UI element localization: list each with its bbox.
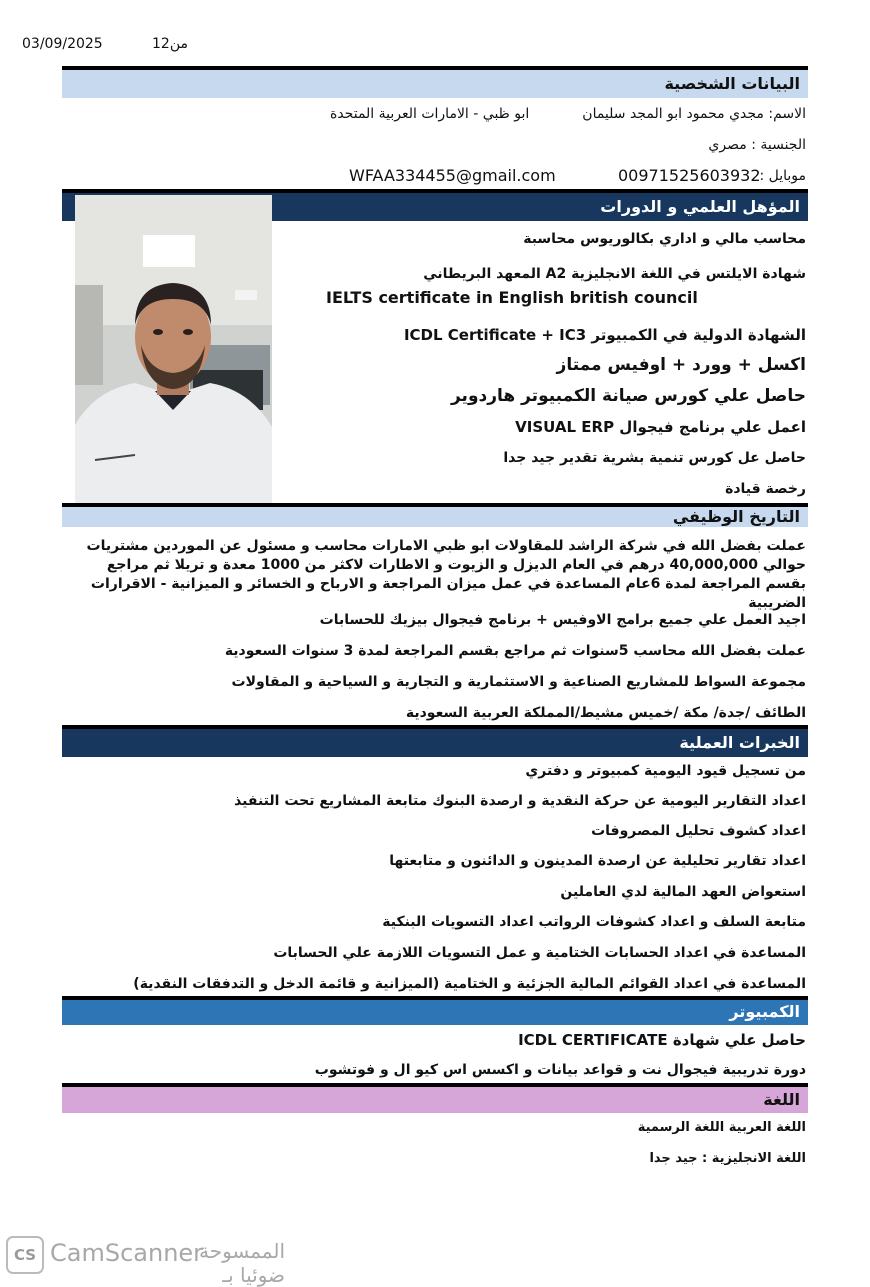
education-office: اكسل + وورد + اوفيس ممتاز [556,355,806,375]
section-experience-header [62,729,808,757]
computer-certificate: حاصل علي شهادة ICDL CERTIFICATE [518,1031,806,1049]
name-field: الاسم: مجدي محمود ابو المجد سليمان [582,106,806,122]
email-address: WFAA334455@gmail.com [349,166,556,185]
section-title: الخبرات العملية [679,733,800,752]
history-locations: الطائف /جدة/ مكة /خميس مشيط/المملكة العربية السعودية [405,705,806,721]
experience-item: اعداد تقارير تحليلية عن ارصدة المدينون و الدائنون و متابعتها [389,853,806,869]
education-license: رخصة قيادة [725,481,806,497]
mobile-number: 00971525603932 [618,166,761,185]
profile-photo [75,195,272,508]
section-title: المؤهل العلمي و الدورات [600,197,800,216]
education-visual-erp: اعمل علي برنامج فيجوال VISUAL ERP [515,418,806,436]
location-field: ابو ظبي - الامارات العربية المتحدة [330,106,530,122]
experience-item: من تسجيل قيود اليومية كمبيوتر و دفتري [525,763,806,779]
section-title: الكمبيوتر [729,1002,800,1021]
nationality-field: الجنسية : مصري [708,137,806,153]
education-hardware-course: حاصل علي كورس صيانة الكمبيوتر هاردوير [450,386,806,406]
education-ielts-en: IELTS certificate in English british council [326,288,698,307]
experience-item: المساعدة في اعداد القوائم المالية الجزئية و الختامية (الميزانية و قائمة الدخل و التدفقات النقدية) [133,976,806,992]
history-office-skills: اجيد العمل علي جميع برامج الاوفيس + برنامج فيجوال بيزيك للحسابات [319,612,806,628]
document-date: 03/09/2025 [22,36,103,52]
history-saudi-work: عملت بفضل الله محاسب 5سنوات ثم مراجع بقسم المراجعة لمدة 3 سنوات السعودية [224,643,806,659]
camscanner-logo: CS [6,1236,44,1274]
computer-course: دورة تدريبية فيجوال نت و قواعد بيانات و اكسس اس كيو ال و فوتشوب [314,1062,806,1078]
experience-item: اعداد التقارير اليومية عن حركة النقدية و ارصدة البنوك متابعة المشاريع تحت التنفيذ [234,793,806,809]
experience-item: متابعة السلف و اعداد كشوفات الرواتب اعداد التسويات البنكية [382,914,806,930]
language-english: اللغة الانجليزية : جيد جدا [649,1151,806,1166]
section-history-header [62,507,808,527]
camscanner-scanned-label: الممسوحة ضوئيا بـ [198,1239,286,1287]
section-title: التاريخ الوظيفي [672,507,800,526]
section-title: البيانات الشخصية [664,74,800,93]
history-company: مجموعة السواط للمشاريع الصناعية و الاستثمارية و التجارية و السياحية و المقاولات [231,674,806,690]
section-title: اللغة [763,1090,800,1109]
education-development-course: حاصل عل كورس تنمية بشرية تقدير جيد جدا [503,450,806,466]
education-ielts-ar: شهادة الايلتس في اللغة الانجليزية A2 المعهد البريطاني [423,266,806,282]
language-arabic: اللغة العربية اللغة الرسمية [637,1120,806,1135]
mobile-label: موبايل : [759,168,806,184]
section-computer-header [62,1000,808,1025]
section-language-header [62,1087,808,1113]
page-number: 1من2 [152,36,188,52]
experience-item: استعواض العهد المالية لدي العاملين [560,884,806,900]
experience-item: اعداد كشوف تحليل المصروفات [591,823,806,839]
camscanner-name: CamScanner [50,1239,204,1267]
history-paragraph: عملت بفضل الله في شركة الراشد للمقاولات ابو ظبي الامارات محاسب و مسئول عن الموردين مشتريات حوالي 40,000,000 درهم في العام الديزل و الزيوت و الاطارات لاكثر من 1000 معدة و تريلا ثم مراجع بقسم المراجعة لمدة 6عام المساعدة في عمل ميزان المراجعة و الارباح و الخسائر و الميزانية - الاقرارات الضريبية [86,538,806,611]
education-icdl: الشهادة الدولية في الكمبيوتر ICDL Certificate + IC3 [403,326,806,344]
education-degree: محاسب مالي و اداري بكالوريوس محاسبة [523,231,806,247]
experience-item: المساعدة في اعداد الحسابات الختامية و عمل التسويات اللازمة علي الحسابات [273,945,806,961]
section-personal-header [62,70,808,98]
